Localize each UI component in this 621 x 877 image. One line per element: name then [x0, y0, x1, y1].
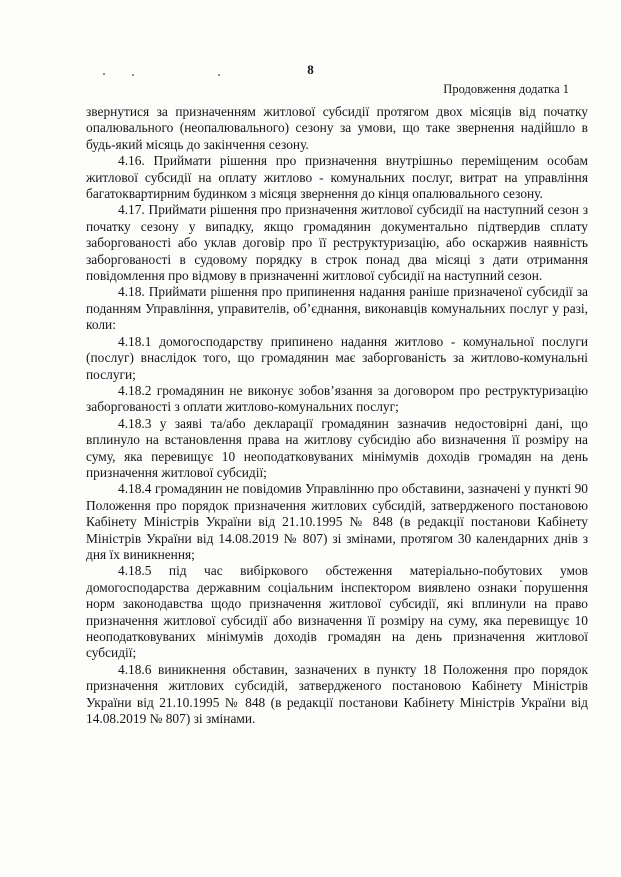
document-body [86, 104, 588, 727]
paragraph-4-16: 4.16. Приймати рішення про призначення внутрішньо переміщеним особам житлової субсидії на оплату житлово - комунальних послуг, витрат на управління багатоквартирним будинком з місяця звернення до кінця опалювального сезону. [86, 153, 588, 202]
paragraph-4-18-2: 4.18.2 громадянин не виконує зобов’язання за договором про реструктуризацію заборгованості з оплати житлово-комунальних послуг; [86, 382, 588, 415]
page-number: 8 [307, 62, 314, 77]
paragraph-4-17: 4.17. Приймати рішення про призначення житлової субсидії на наступний сезон з початку сезону у випадку, якщо громадянин документально підтвердив сплату заборгованості або уклав договір про її реструктуризацію, або оскаржив наявність заборгованості в судовому порядку в строк понад два місяці з дати отримання повідомлення про відмову в призначенні житлової субсидії на наступний сезон. [86, 202, 588, 284]
paragraph-4-18-4: 4.18.4 громадянин не повідомив Управлінню про обставини, зазначені у пункті 90 Положення про порядок призначення житлових субсидій, затвердженого постановою Кабінету Міністрів України від 21.10.1995 № 848 (в редакції постанови Кабінету Міністрів України від 14.08.2019 № 807) зі змінами, протягом 30 календарних днів з дня їх виникнення; [86, 481, 588, 562]
appendix-continuation-note: Продовження додатка 1 [443, 82, 569, 96]
paragraph-continuation: звернутися за призначенням житлової субсидії протягом двох місяців від початку опалювального (неопалювального) сезону за умови, що таке звернення надійшло в будь-який місяць до закінчення сезону. [86, 104, 588, 152]
paragraph-4-18-6: 4.18.6 виникнення обставин, зазначених в пункту 18 Положення про порядок призначення житлових субсидій, затвердженого постановою Кабінету Міністрів України від 21.10.1995 № 848 (в редакції постанови Кабінету Міністрів України від 14.08.2019 № 807) зі змінами. [86, 661, 588, 727]
paragraph-4-18-3: 4.18.3 у заяві та/або декларації громадянин зазначив недостовірні дані, що вплинуло на встановлення права на житлову субсидію або визначення її розміру на суму, яка перевищує 10 неоподатковуваних мінімумів доходів громадян на день призначення житлової субсидії; [86, 415, 588, 480]
paragraph-4-18-1: 4.18.1 домогосподарству припинено надання житлово - комунальної послуги (послуг) внаслідок того, що громадянин має заборгованість за житлово-комунальні послуги; [86, 333, 588, 382]
paragraph-4-18: 4.18. Приймати рішення про припинення надання раніше призначеної субсидії за поданням Управління, управителів, об’єднання, виконавців комунальних послуг у разі, коли: [86, 284, 588, 333]
paragraph-4-18-5: 4.18.5 під час вибіркового обстеження матеріально-побутових умов домогосподарства державним соціальним інспектором виявлено ознаки порушення норм законодавства щодо призначення житлової субсидії, які вплинули на право призначення житлової субсидії або визначення її розміру на суму, яка перевищує 10 неоподатковуваних мінімумів доходів громадян на день призначення житлової субсидії; [86, 563, 588, 661]
